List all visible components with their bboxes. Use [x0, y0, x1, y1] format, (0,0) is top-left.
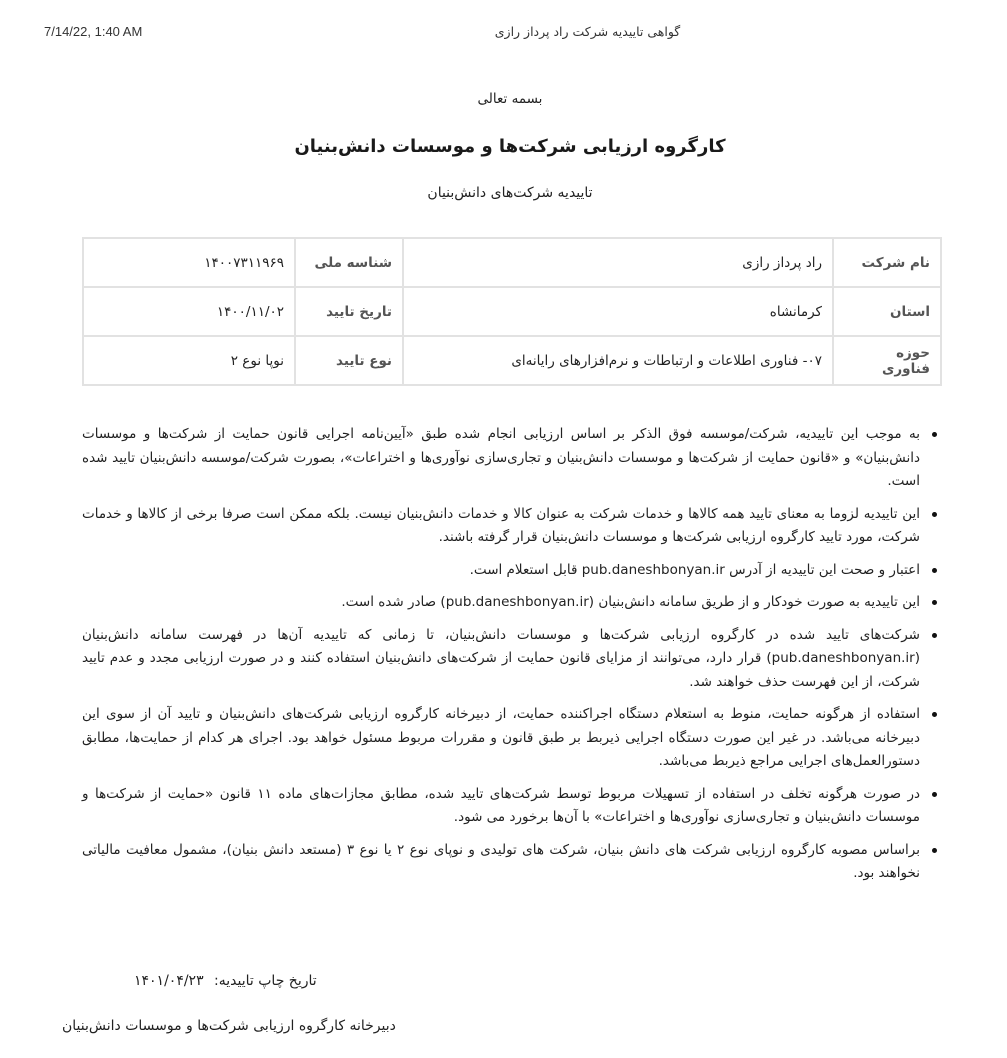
- list-item-text: در صورت هرگونه تخلف در استفاده از تسهیلات مربوط توسط شرکت‌های تایید شده، مطابق مجازات‌های ماده ۱۱ قانون «حمایت از شرکت‌ها و موسسات دانش‌بنیان و تجاری‌سازی نوآوری‌ها و اختراعات» با آن‌ها برخورد می شود.: [82, 785, 921, 825]
- print-datetime: 7/14/22, 1:40 AM: [44, 24, 143, 39]
- bullet-icon: [932, 512, 937, 517]
- bullet-icon: [932, 600, 937, 605]
- list-item: [82, 624, 920, 695]
- info-value: ۱۴۰۰/۱۱/۰۲: [83, 287, 295, 336]
- list-item: [82, 503, 920, 550]
- list-item: [82, 559, 920, 583]
- list-item: [82, 703, 920, 774]
- print-page-title: گواهی تاییدیه شرکت راد پرداز رازی: [494, 24, 681, 39]
- print-date-value: ۱۴۰۱/۰۴/۲۳: [134, 973, 204, 989]
- info-label: نوع تایید: [295, 336, 403, 385]
- info-value: ۰۷- فناوری اطلاعات و ارتباطات و نرم‌افزارهای رایانه‌ای: [403, 336, 833, 385]
- bullet-icon: [932, 712, 937, 717]
- list-item: [82, 423, 920, 494]
- bullet-icon: [932, 568, 937, 573]
- info-label: شناسه ملی: [295, 238, 403, 287]
- list-item: [82, 783, 920, 830]
- info-label: استان: [833, 287, 941, 336]
- list-item-text: این تاییدیه به صورت خودکار و از طریق سامانه دانش‌بنیان (pub.daneshbonyan.ir) صادر شده است.: [341, 594, 920, 610]
- list-item: [82, 591, 920, 615]
- bullet-icon: [932, 848, 937, 853]
- print-header: [0, 24, 1007, 44]
- info-label: تاریخ تایید: [295, 287, 403, 336]
- info-row: [83, 238, 941, 287]
- print-date-row: [128, 973, 317, 989]
- basmala: بسمه تعالی: [477, 91, 543, 107]
- list-item-text: به موجب این تاییدیه، شرکت/موسسه فوق الذکر بر اساس ارزیابی انجام شده طبق «آیین‌نامه اجرایی قانون حمایت از شرکت‌ها و موسسات دانش‌بنیان» و «قانون حمایت از شرکت‌ها و موسسات دانش‌بنیان و تجاری‌سازی نوآوری‌ها و اختراعات»، بصورت شرکت/موسسه دانش‌بنیان تایید شده است.: [82, 426, 920, 489]
- info-row: [83, 336, 941, 385]
- bullet-icon: [932, 633, 937, 638]
- page-title: کارگروه ارزیابی شرکت‌ها و موسسات دانش‌بنیان: [294, 136, 726, 157]
- company-info-table: [82, 237, 942, 386]
- list-item-text: براساس مصوبه کارگروه ارزیابی شرکت های دانش بنیان، شرکت های تولیدی و نوپای نوع ۲ یا نوع ۳ (مستعد دانش بنیان)، مشمول معافیت مالیاتی نخواهند بود.: [82, 841, 921, 881]
- list-item: [82, 839, 920, 886]
- info-value: کرمانشاه: [403, 287, 833, 336]
- info-value: ۱۴۰۰۷۳۱۱۹۶۹: [83, 238, 295, 287]
- info-value: راد پرداز رازی: [403, 238, 833, 287]
- list-item-text: استفاده از هرگونه حمایت، منوط به استعلام دستگاه اجراکننده حمایت، از دبیرخانه کارگروه ارزیابی شرکت‌های دانش‌بنیان و تایید آن از سوی این دبیرخانه می‌باشد. در غیر این صورت دستگاه اجرایی ذیربط بر طبق قانون و مقررات مربوط مسئول خواهد بود. اجرای هر کدام از حمایت‌ها، مطابق دستورالعمل‌های اجرایی مراجع ذیربط می‌باشد.: [82, 706, 920, 769]
- footer-organization: دبیرخانه کارگروه ارزیابی شرکت‌ها و موسسات دانش‌بنیان: [62, 1018, 396, 1034]
- info-label: حوزه فناوری: [833, 336, 941, 385]
- info-row: [83, 287, 941, 336]
- print-date-label: تاریخ چاپ تاییدیه:: [214, 973, 317, 989]
- page-subtitle: تاییدیه شرکت‌های دانش‌بنیان: [427, 185, 593, 201]
- list-item-text: اعتبار و صحت این تاییدیه از آدرس pub.daneshbonyan.ir قابل استعلام است.: [469, 561, 920, 578]
- bullet-icon: [932, 432, 937, 437]
- list-item-text: این تاییدیه لزوما به معنای تایید همه کالاها و خدمات شرکت به عنوان کالا و خدمات دانش‌بنیان نیست. بلکه ممکن است صرفا برخی از کالاها و خدمات شرکت، مورد تایید کارگروه ارزیابی شرکت‌ها و موسسات دانش‌بنیان قرار گرفته باشند.: [82, 505, 920, 545]
- terms-list: [82, 423, 940, 895]
- list-item-text: شرکت‌های تایید شده در کارگروه ارزیابی شرکت‌ها و موسسات دانش‌بنیان، تا زمانی که تاییدیه آن‌ها در فهرست سامانه دانش‌بنیان (pub.daneshbonyan.ir) قرار دارد، می‌توانند از مزایای قانون حمایت از شرکت‌های دانش‌بنیان استفاده کنند و در صورت ارزیابی مجدد و عدم تایید شرکت، از این فهرست حذف خواهند شد.: [82, 626, 920, 690]
- info-label: نام شرکت: [833, 238, 941, 287]
- bullet-icon: [932, 792, 937, 797]
- info-value: نوپا نوع ۲: [83, 336, 295, 385]
